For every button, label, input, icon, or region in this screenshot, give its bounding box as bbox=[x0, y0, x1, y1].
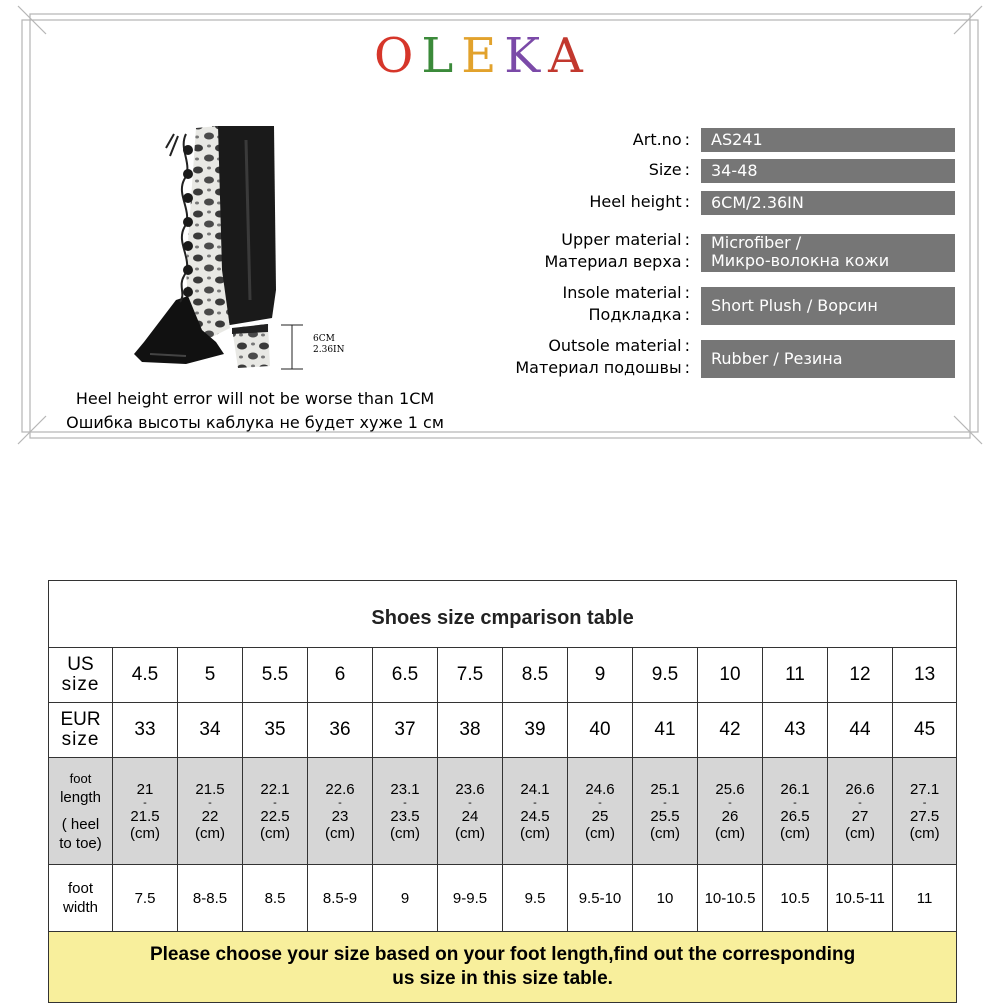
foot-length-part: 23.5 bbox=[390, 807, 420, 825]
brand-logo bbox=[374, 26, 591, 86]
foot-length-part: 25.5 bbox=[650, 807, 680, 825]
logo-letter: O bbox=[374, 28, 422, 84]
us-size-cell: 4.5 bbox=[113, 648, 178, 703]
foot-length-part: (cm) bbox=[325, 824, 355, 842]
foot-length-part: (cm) bbox=[845, 824, 875, 842]
foot-length-part: 21 bbox=[136, 780, 154, 798]
spec-label-outsole-material-ru: Материал подошвы : bbox=[515, 358, 690, 377]
foot-length-part: - bbox=[598, 796, 602, 809]
spec-value-heel-height: 6CM/2.36IN bbox=[701, 191, 955, 215]
spec-value-insole-material: Short Plush / Ворсин bbox=[701, 287, 955, 325]
foot-length-part: 22.6 bbox=[325, 780, 355, 798]
foot-length-part: (cm) bbox=[455, 824, 485, 842]
foot-length-part: 25 bbox=[591, 807, 609, 825]
foot-length-part: - bbox=[338, 796, 342, 809]
foot-length-part: - bbox=[208, 796, 212, 809]
foot-length-part: - bbox=[533, 796, 537, 809]
logo-letter: E bbox=[461, 28, 505, 84]
foot-width-row bbox=[49, 865, 957, 932]
foot-length-part: - bbox=[858, 796, 862, 809]
spec-label-outsole-material: Outsole material : bbox=[548, 336, 690, 355]
eur-size-cell: 41 bbox=[633, 703, 698, 758]
foot-length-part: 26.6 bbox=[845, 780, 875, 798]
foot-length-part: (cm) bbox=[390, 824, 420, 842]
heel-note-ru: Ошибка высоты каблука не будет хуже 1 см bbox=[66, 413, 444, 432]
foot-length-cell bbox=[308, 758, 373, 865]
foot-length-part: 24.1 bbox=[520, 780, 550, 798]
eur-size-cell: 37 bbox=[373, 703, 438, 758]
spec-label-heel-height: Heel height : bbox=[589, 192, 690, 211]
spec-value-outsole-material: Rubber / Резина bbox=[701, 340, 955, 378]
foot-length-part: 23.1 bbox=[390, 780, 420, 798]
foot-width-cell: 9.5 bbox=[503, 865, 568, 932]
foot-width-cell: 10.5-11 bbox=[828, 865, 893, 932]
foot-length-part: (cm) bbox=[130, 824, 160, 842]
eur-size-cell: 43 bbox=[763, 703, 828, 758]
foot-length-part: 25.1 bbox=[650, 780, 680, 798]
us-size-cell: 9 bbox=[568, 648, 633, 703]
foot-length-part: 26.5 bbox=[780, 807, 810, 825]
us-size-cell: 7.5 bbox=[438, 648, 503, 703]
foot-length-part: 26.1 bbox=[780, 780, 810, 798]
foot-length-part: (cm) bbox=[585, 824, 615, 842]
spec-label-upper-material: Upper material : bbox=[561, 230, 690, 249]
foot-length-row bbox=[49, 758, 957, 865]
spec-value-upper-material: Microfiber / Микро-волокна кожи bbox=[701, 234, 955, 272]
eur-size-cell: 40 bbox=[568, 703, 633, 758]
eur-size-cell: 36 bbox=[308, 703, 373, 758]
spec-value-size: 34-48 bbox=[701, 159, 955, 183]
foot-width-cell: 8.5-9 bbox=[308, 865, 373, 932]
foot-length-part: 24.6 bbox=[585, 780, 615, 798]
foot-length-part: 27 bbox=[851, 807, 869, 825]
us-size-cell: 9.5 bbox=[633, 648, 698, 703]
spec-label-insole-material: Insole material : bbox=[562, 283, 690, 302]
foot-length-part: 21.5 bbox=[195, 780, 225, 798]
foot-length-part: 21.5 bbox=[130, 807, 160, 825]
foot-length-part: (cm) bbox=[909, 824, 940, 842]
foot-width-cell: 9 bbox=[373, 865, 438, 932]
foot-width-cell: 11 bbox=[893, 865, 957, 932]
foot-length-cell bbox=[698, 758, 763, 865]
spec-label-size: Size : bbox=[648, 160, 690, 179]
foot-length-part: - bbox=[143, 796, 147, 809]
us-size-row bbox=[49, 648, 957, 703]
foot-length-cell bbox=[113, 758, 178, 865]
foot-length-part: 23 bbox=[331, 807, 349, 825]
foot-length-part: (cm) bbox=[780, 824, 810, 842]
size-comparison-table bbox=[48, 580, 957, 1003]
logo-letter: L bbox=[421, 28, 462, 84]
spec-label-insole-material-ru: Подкладка : bbox=[588, 305, 690, 324]
eur-size-row bbox=[49, 703, 957, 758]
foot-length-part: 27.5 bbox=[909, 807, 940, 825]
eur-size-cell: 45 bbox=[893, 703, 957, 758]
eur-size-cell: 39 bbox=[503, 703, 568, 758]
foot-length-part: (cm) bbox=[260, 824, 290, 842]
table-title: Shoes size cmparison table bbox=[49, 581, 957, 648]
foot-length-part: (cm) bbox=[715, 824, 745, 842]
eur-size-cell: 35 bbox=[243, 703, 308, 758]
us-size-cell: 5.5 bbox=[243, 648, 308, 703]
heel-height-cm: 6CM bbox=[313, 334, 335, 344]
foot-length-part: - bbox=[728, 796, 732, 809]
us-size-cell: 10 bbox=[698, 648, 763, 703]
foot-length-part: 24.5 bbox=[520, 807, 550, 825]
foot-length-part: 22.1 bbox=[260, 780, 290, 798]
foot-width-cell: 8.5 bbox=[243, 865, 308, 932]
foot-width-cell: 9-9.5 bbox=[438, 865, 503, 932]
heel-height-label bbox=[313, 334, 344, 356]
us-size-header: US size bbox=[49, 648, 113, 703]
foot-length-part: 24 bbox=[461, 807, 479, 825]
eur-size-cell: 34 bbox=[178, 703, 243, 758]
foot-length-part: - bbox=[793, 796, 797, 809]
us-size-cell: 11 bbox=[763, 648, 828, 703]
heel-height-in: 2.36IN bbox=[313, 345, 345, 355]
us-size-cell: 13 bbox=[893, 648, 957, 703]
foot-width-cell: 7.5 bbox=[113, 865, 178, 932]
foot-width-header: foot width bbox=[49, 865, 113, 932]
foot-length-cell bbox=[828, 758, 893, 865]
foot-length-cell bbox=[438, 758, 503, 865]
foot-width-cell: 10 bbox=[633, 865, 698, 932]
foot-length-cell bbox=[373, 758, 438, 865]
foot-length-cell bbox=[503, 758, 568, 865]
foot-width-cell: 10.5 bbox=[763, 865, 828, 932]
foot-length-part: - bbox=[922, 796, 927, 809]
foot-length-cell bbox=[763, 758, 828, 865]
eur-size-header: EUR size bbox=[49, 703, 113, 758]
spec-value-art-no: AS241 bbox=[701, 128, 955, 152]
logo-letter: A bbox=[548, 28, 591, 84]
eur-size-cell: 44 bbox=[828, 703, 893, 758]
foot-length-part: - bbox=[273, 796, 277, 809]
foot-length-part: 26 bbox=[721, 807, 739, 825]
heel-note-en: Heel height error will not be worse than 1CM bbox=[75, 389, 435, 408]
foot-length-part: 23.6 bbox=[455, 780, 485, 798]
foot-length-header: foot length ( heel to toe) bbox=[49, 758, 113, 865]
foot-length-part: - bbox=[468, 796, 472, 809]
foot-length-cell bbox=[243, 758, 308, 865]
us-size-cell: 8.5 bbox=[503, 648, 568, 703]
foot-width-cell: 10-10.5 bbox=[698, 865, 763, 932]
us-size-cell: 6 bbox=[308, 648, 373, 703]
foot-width-cell: 8-8.5 bbox=[178, 865, 243, 932]
spec-label-art-no: Art.no : bbox=[632, 130, 690, 149]
us-size-cell: 6.5 bbox=[373, 648, 438, 703]
foot-length-cell bbox=[893, 758, 957, 865]
foot-length-part: 22 bbox=[201, 807, 219, 825]
foot-length-cell bbox=[178, 758, 243, 865]
foot-length-part: (cm) bbox=[195, 824, 225, 842]
foot-length-part: - bbox=[403, 796, 407, 809]
eur-size-cell: 42 bbox=[698, 703, 763, 758]
foot-length-part: 27.1 bbox=[909, 780, 940, 798]
eur-size-cell: 38 bbox=[438, 703, 503, 758]
foot-length-cell bbox=[633, 758, 698, 865]
us-size-cell: 12 bbox=[828, 648, 893, 703]
foot-length-part: - bbox=[663, 796, 667, 809]
foot-length-part: (cm) bbox=[520, 824, 550, 842]
size-advice-note: Please choose your size based on your foot length,find out the corresponding us size in this size table. bbox=[49, 932, 957, 1003]
boot-illustration bbox=[126, 120, 286, 372]
us-size-cell: 5 bbox=[178, 648, 243, 703]
foot-length-part: 25.6 bbox=[715, 780, 745, 798]
foot-width-cell: 9.5-10 bbox=[568, 865, 633, 932]
spec-label-upper-material-ru: Материал верха : bbox=[544, 252, 690, 271]
eur-size-cell: 33 bbox=[113, 703, 178, 758]
logo-letter: K bbox=[504, 28, 549, 84]
foot-length-cell bbox=[568, 758, 633, 865]
foot-length-part: (cm) bbox=[650, 824, 680, 842]
foot-length-part: 22.5 bbox=[260, 807, 290, 825]
